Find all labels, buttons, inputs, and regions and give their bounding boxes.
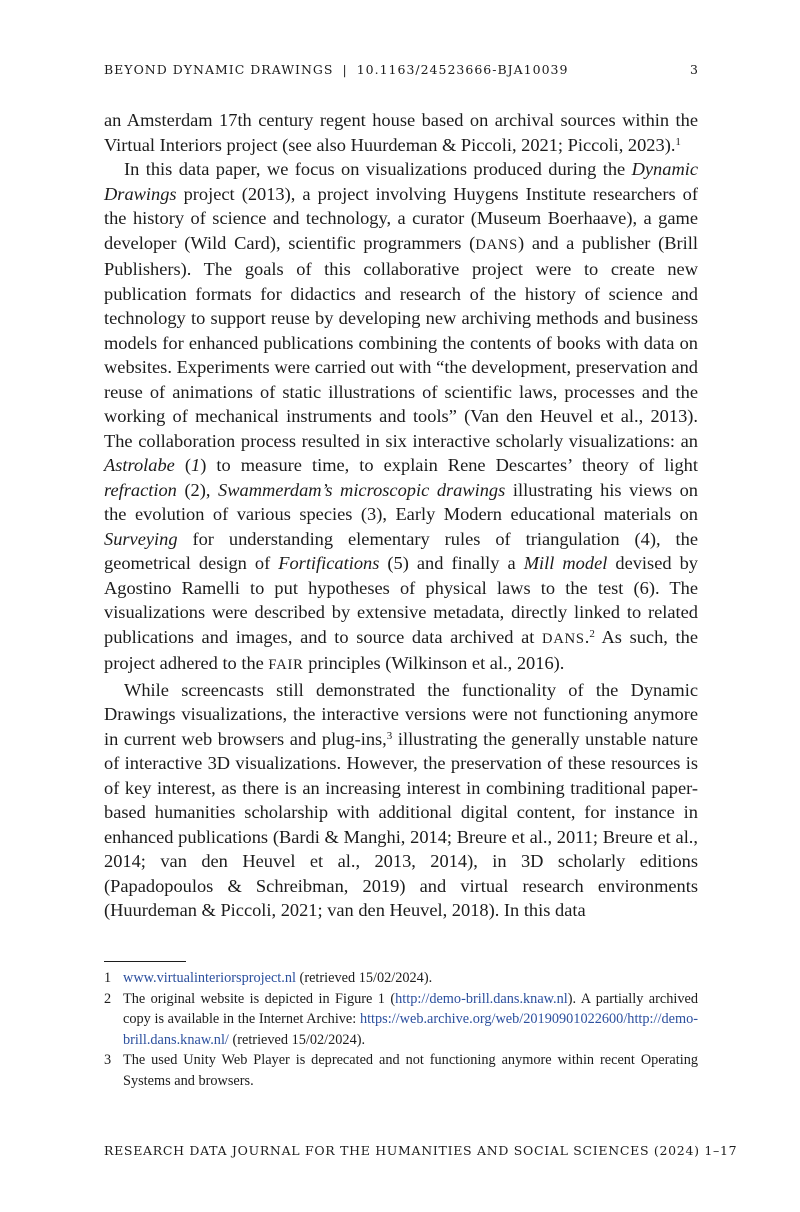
web-archive-link[interactable]: https://web.archive.org/web/20190901022600/http://demo-brill.dans.knaw.nl/ (123, 1011, 698, 1048)
running-footer: RESEARCH DATA JOURNAL FOR THE HUMANITIES AND SOCIAL SCIENCES (2024) 1–17 (104, 1143, 738, 1158)
header-separator: | (342, 62, 348, 77)
journal-article-title: BEYOND DYNAMIC DRAWINGS (104, 62, 334, 77)
footnote-ref-3[interactable]: 3 (386, 729, 393, 742)
footnote-number: 3 (104, 1052, 112, 1068)
footnote-number: 2 (104, 990, 112, 1007)
footnote-ref-2[interactable]: 2 (589, 627, 595, 640)
footnote-divider (104, 961, 186, 962)
demo-brill-link[interactable]: http://demo-brill.dans.knaw.nl (395, 990, 568, 1007)
virtual-interiors-link[interactable]: www.virtualinteriorsproject.nl (123, 970, 296, 986)
footnote-3: 3 The used Unity Web Player is deprecated and not functioning anymore within recent Operating Systems and browsers. (104, 1050, 698, 1091)
running-header (104, 62, 698, 77)
footnote-number: 1 (104, 970, 112, 986)
article-doi: 10.1163/24523666-BJA10039 (356, 62, 569, 77)
footnotes (104, 968, 698, 1091)
main-body-text (104, 108, 698, 923)
page-number: 3 (690, 62, 698, 77)
paragraph-3: While screencasts still demonstrated the functionality of the Dynamic Drawings visualizations, the interactive versions were not functioning anymore in current web browsers and plug-ins,$^3$ illustrating the generally unstable nature of interactive 3D visualizations. However, the preservation of these resources is of key interest, as there is an increasing interest in combining traditional paper-based humanities scholarship with additional digital content, for instance in enhanced publications (Bardi & Manghi, 2014; Breure et al., 2011; Breure et al., 2014; van den Heuvel et al., 2013, 2014), in 3D scholarly editions (Papadopoulos & Schreibman, 2019) and virtual research environments (Huurdeman & Piccoli, 2021; van den Heuvel, 2018). In this data (104, 679, 698, 920)
footnote-1: 1 www.virtualinteriorsproject.nl (retrieved 15/02/2024). (104, 968, 698, 989)
paragraph-2: In this data paper, we focus on visualizations produced during the Dynamic Drawings project (2013), a project involving Huygens Institute researchers of the history of science and technology, a curator (Museum Boerhaave), a game developer (Wild Card), scientific programmers (DANS) and a publisher (Brill Publishers). The goals of this collaborative project were to create new publication formats for didactics and research of the history of science and technology to support reuse by developing new archiving methods and business models for enhanced publications combining the contents of books with data on websites. Experiments were carried out with “the development, preservation and reuse of animations of static illustrations of scientific laws, processes and the working of mechanical instruments and tools” (Van den Heuvel et al., 2013). The collaboration process resulted in six interactive scholarly visualizations: an Astrolabe (1) to measure time, to explain Rene Descartes’ theory of light refraction (2), Swammerdam’s microscopic drawings illustrating his views on the evolution of various species (3), Early Modern educational materials on Surveying for understanding elementary rules of triangulation (4), the geometrical design of Fortifications (5) and finally a Mill model devised by Agostino Ramelli to put hypotheses of physical laws to the test (6). The visualizations were described by extensive metadata, directly linked to related publications and images, and to source data archived at DANS.$^2$ As such, the project adhered to the FAIR principles (Wilkinson et al., 2016). (104, 159, 698, 673)
footnote-ref-1[interactable]: 1 (675, 135, 681, 148)
footnote-2: 2 The original website is depicted in Figure 1 (http://demo-brill.dans.knaw.nl). A partially archived copy is available in the Internet Archive: https://web.archive.org/web/20190901022600/http://demo-brill.dans.knaw.nl/ (retrieved 15/02/2024). (104, 989, 698, 1051)
paragraph-1: an Amsterdam 17th century regent house based on archival sources within the Virtual Interiors project (see also Huurdeman & Piccoli, 2021; Piccoli, 2023).$^1$ (104, 110, 698, 155)
